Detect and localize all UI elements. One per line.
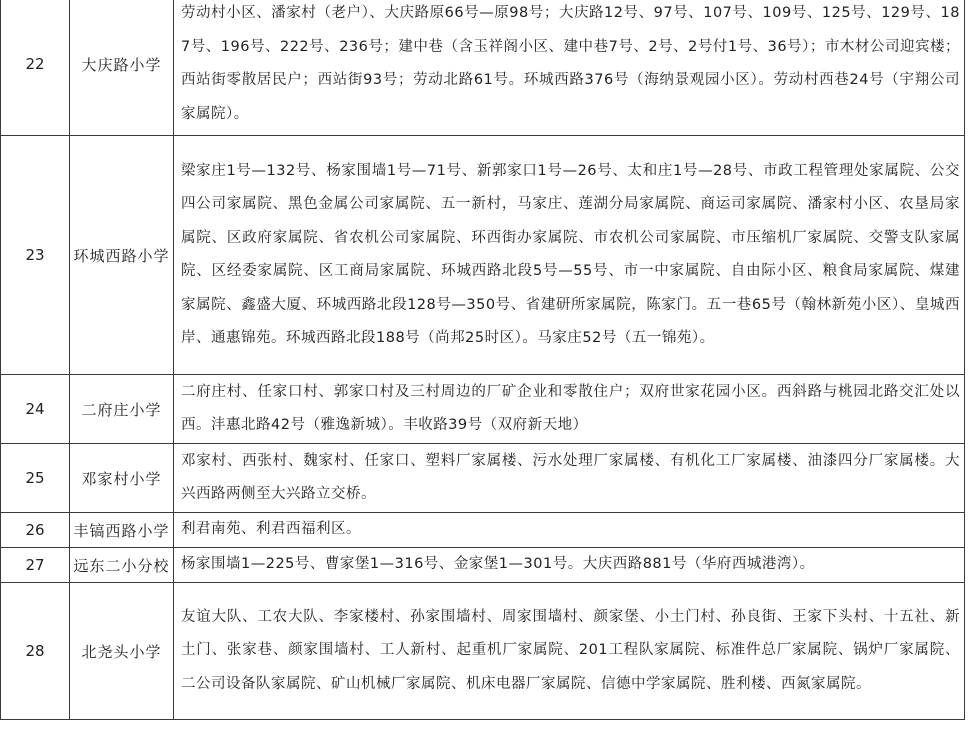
table-row: [1, 0, 965, 136]
school-name: 邓家村小学: [70, 444, 174, 513]
school-name: 环城西路小学: [70, 136, 174, 375]
table-row: [1, 513, 965, 548]
school-name: 远东二小分校: [70, 548, 174, 583]
school-name: 二府庄小学: [70, 375, 174, 444]
district-area: 友谊大队、工农大队、李家楼村、孙家围墙村、周家围墙村、颜家堡、小土门村、孙良街、王家下头村、十五社、新土门、张家巷、颜家围墙村、工人新村、起重机厂家属院、201工程队家属院、标准件总厂家属院、锅炉厂家属院、二公司设备队家属院、矿山机械厂家属院、机床电器厂家属院、信德中学家属院、胜利楼、西氮家属院。: [174, 583, 965, 720]
district-area: 梁家庄1号—132号、杨家围墙1号—71号、新郭家口1号—26号、太和庄1号—28号、市政工程管理处家属院、公交四公司家属院、黑色金属公司家属院、五一新村，马家庄、莲湖分局家属院、商运司家属院、潘家村小区、农垦局家属院、区政府家属院、省农机公司家属院、环西街办家属院、市农机公司家属院、市压缩机厂家属院、交警支队家属院、区经委家属院、区工商局家属院、环城西路北段5号—55号、市一中家属院、自由际小区、粮食局家属院、煤建家属院、鑫盛大厦、环城西路北段128号—350号、省建研所家属院，陈家门。五一巷65号（翰林新苑小区）、皇城西岸、通惠锦苑。环城西路北段188号（尚邦25时区）。马家庄52号（五一锦苑）。: [174, 136, 965, 375]
row-number: 23: [1, 136, 70, 375]
district-area: 二府庄村、任家口村、郭家口村及三村周边的厂矿企业和零散住户；双府世家花园小区。西斜路与桃园北路交汇处以西。沣惠北路42号（雅逸新城）。丰收路39号（双府新天地）: [174, 375, 965, 444]
row-number: 24: [1, 375, 70, 444]
school-name: 大庆路小学: [70, 0, 174, 136]
table-row: [1, 583, 965, 720]
table-row: [1, 375, 965, 444]
school-name: 丰镐西路小学: [70, 513, 174, 548]
district-area: 邓家村、西张村、魏家村、任家口、塑料厂家属楼、污水处理厂家属楼、有机化工厂家属楼、油漆四分厂家属楼。大兴西路两侧至大兴路立交桥。: [174, 444, 965, 513]
row-number: 26: [1, 513, 70, 548]
row-number: 28: [1, 583, 70, 720]
row-number: 25: [1, 444, 70, 513]
table-row: [1, 548, 965, 583]
district-area: 杨家围墙1—225号、曹家堡1—316号、金家堡1—301号。大庆西路881号（华府西城港湾）。: [174, 548, 965, 583]
district-area: 劳动村小区、潘家村（老户）、大庆路原66号—原98号；大庆路12号、97号、107号、109号、125号、129号、187号、196号、222号、236号；建中巷（含玉祥阁小区、建中巷7号、2号、2号付1号、36号）；市木材公司迎宾楼；西站街零散居民户；西站街93号；劳动北路61号。环城西路376号（海纳景观园小区）。劳动村西巷24号（宇翔公司家属院）。: [174, 0, 965, 136]
table-row: [1, 444, 965, 513]
district-area: 利君南苑、利君西福利区。: [174, 513, 965, 548]
row-number: 27: [1, 548, 70, 583]
table-row: [1, 136, 965, 375]
school-name: 北尧头小学: [70, 583, 174, 720]
row-number: 22: [1, 0, 70, 136]
